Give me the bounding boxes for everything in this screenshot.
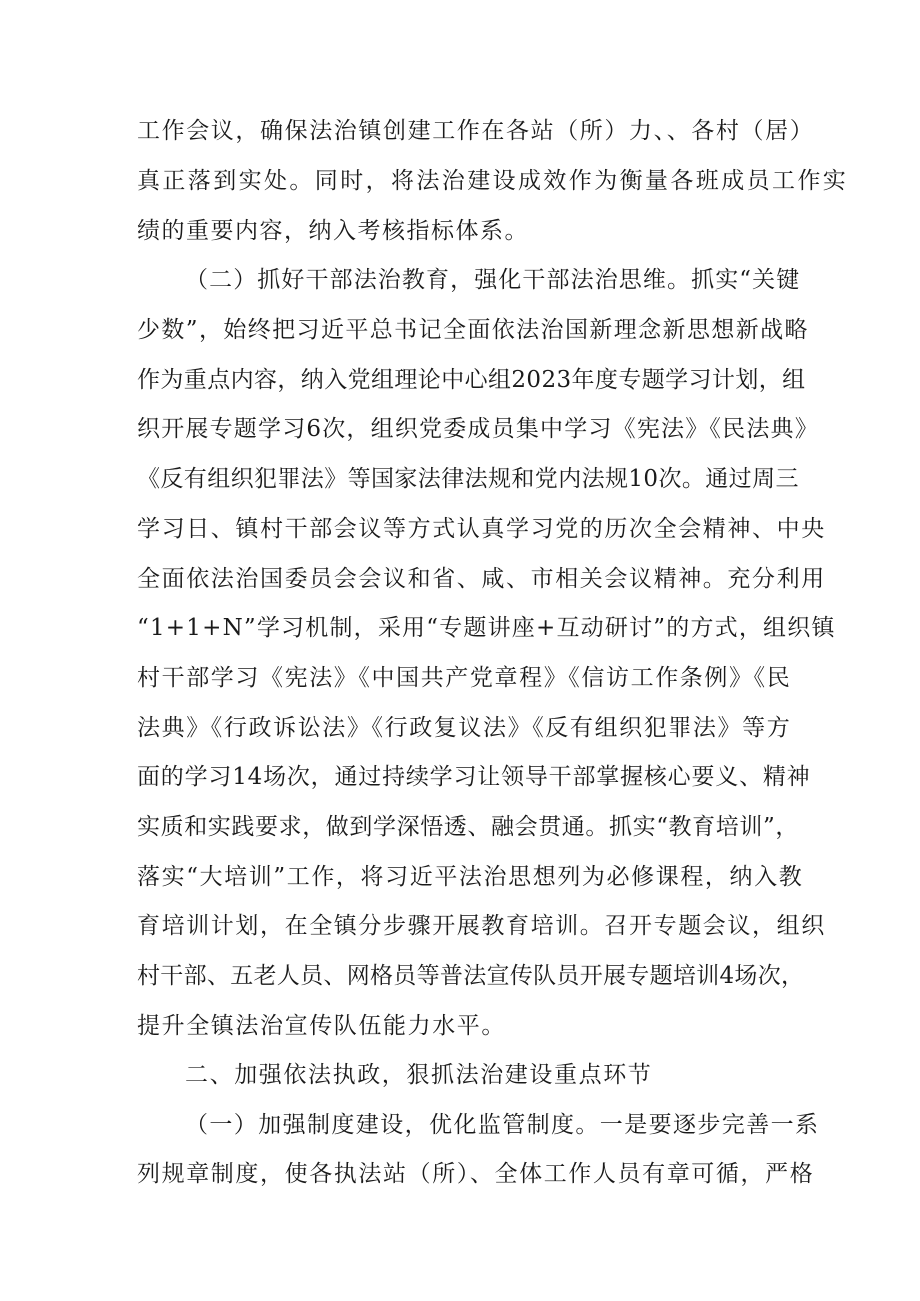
paragraph-line: 工作会议，确保法治镇创建工作在各站（所）力、、各村（居） (137, 118, 815, 144)
paragraph-line: 村干部、五老人员、网格员等普法宣传队员开展专题培训4场次， (137, 963, 805, 989)
paragraph-line: 少数”，始终把习近平总书记全面依法治国新理念新思想新战略 (137, 317, 809, 343)
paragraph-line: 法典》《行政诉讼法》《行政复议法》《反有组织犯罪法》等方 (137, 715, 792, 741)
section-heading: 二、加强依法执政，狠抓法治建设重点环节 (185, 1062, 653, 1088)
paragraph-line: 村干部学习《宪法》《中国共产党章程》《信访工作条例》《民 (137, 665, 792, 691)
paragraph-line: 真正落到实处。同时，将法治建设成效作为衡量各班成员工作实 (137, 168, 849, 194)
paragraph-line: 《反有组织犯罪法》等国家法律法规和党内法规10次。通过周三 (137, 466, 799, 492)
paragraph-line: 织开展专题学习6次，组织党委成员集中学习《宪法》《民法典》 (137, 416, 819, 442)
paragraph-line: 实质和实践要求，做到学深悟透、融会贯通。抓实“教育培训”， (137, 814, 799, 840)
paragraph-line: 提升全镇法治宣传队伍能力水平。 (137, 1013, 506, 1039)
paragraph-line: （二）抓好干部法治教育，强化干部法治思维。抓实“关键 (185, 267, 801, 293)
paragraph-line: 绩的重要内容，纳入考核指标体系。 (137, 218, 529, 244)
paragraph-line: 学习日、镇村干部会议等方式认真学习党的历次全会精神、中央 (137, 516, 826, 542)
paragraph-line: 全面依法治国委员会会议和省、咸、市相关会议精神。充分利用 (137, 566, 826, 592)
paragraph-line: “1+1+N”学习机制，采用“专题讲座+互动研讨”的方式，组织镇 (137, 615, 836, 641)
paragraph-line: 落实“大培训”工作，将习近平法治思想列为必修课程，纳入教 (137, 864, 804, 890)
paragraph-line: 面的学习14场次，通过持续学习让领导干部掌握核心要义、精神 (137, 764, 811, 790)
paragraph-line: （一）加强制度建设，优化监管制度。一是要逐步完善一系 (185, 1112, 820, 1138)
paragraph-line: 育培训计划，在全镇分步骤开展教育培训。召开专题会议，组织 (137, 913, 826, 939)
paragraph-line: 作为重点内容，纳入党组理论中心组2023年度专题学习计划，组 (137, 367, 806, 393)
paragraph-line: 列规章制度，使各执法站（所）、全体工作人员有章可循，严格 (137, 1161, 815, 1187)
